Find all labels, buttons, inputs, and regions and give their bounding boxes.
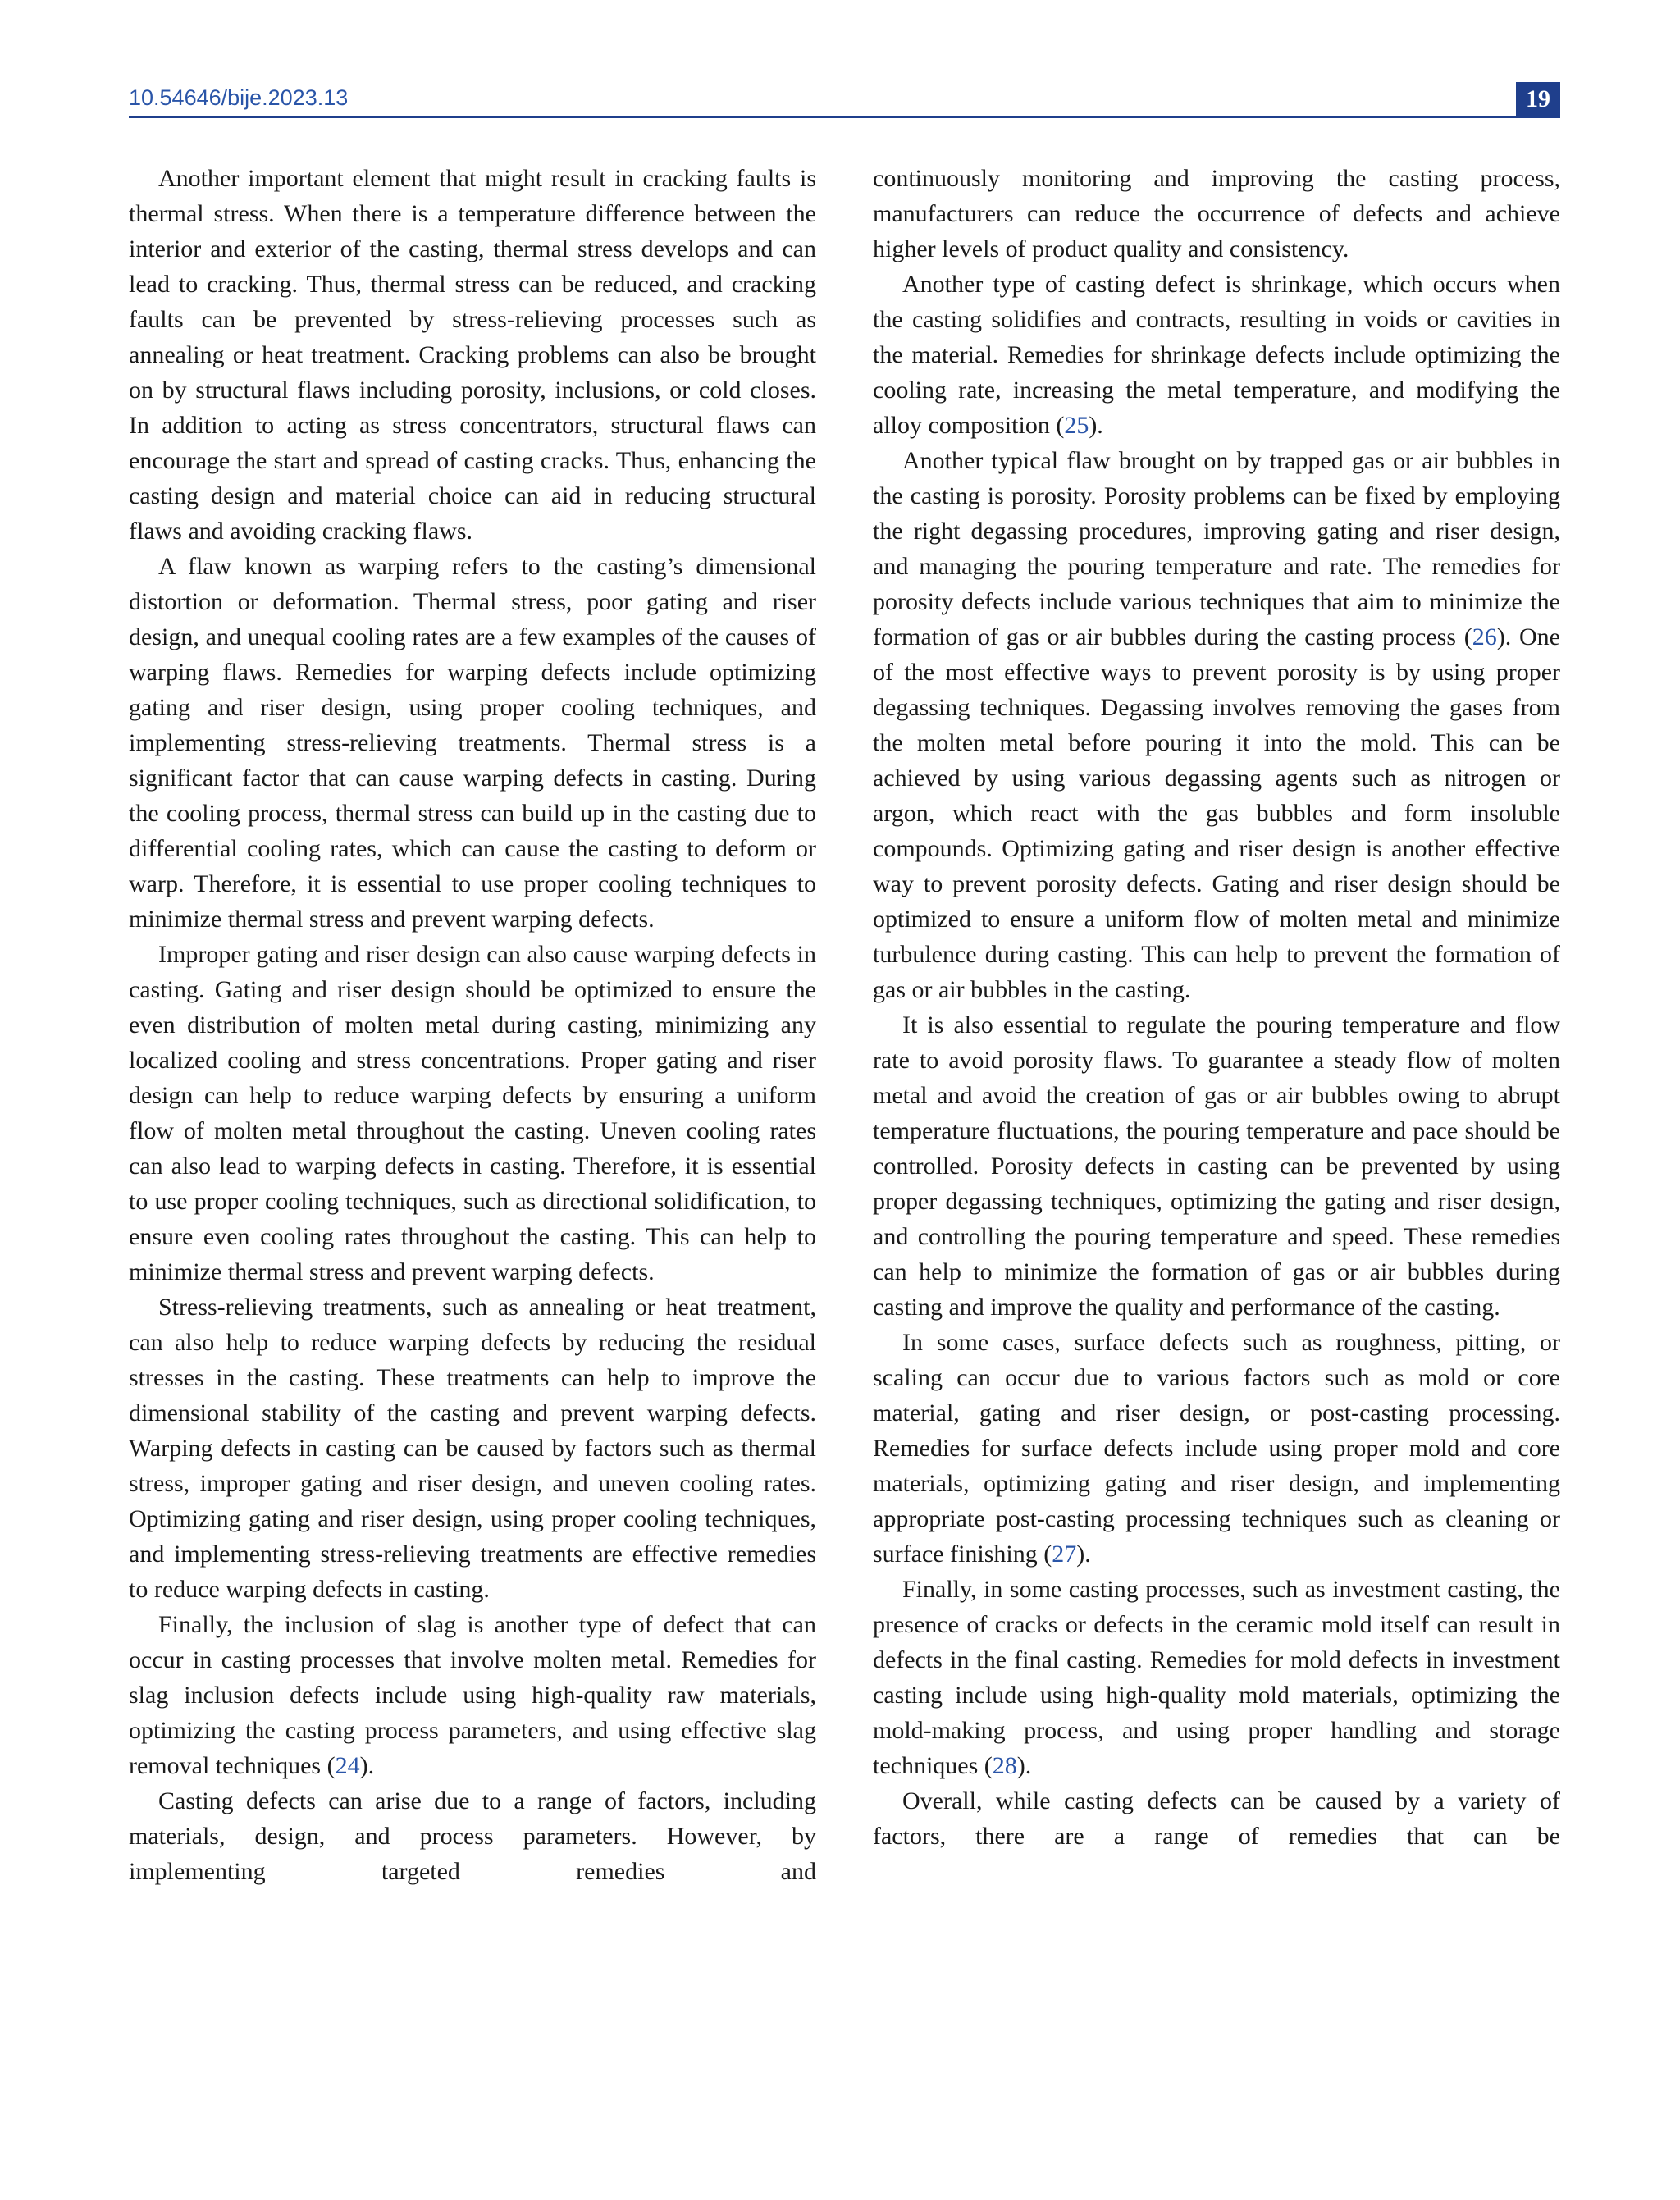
- citation-link[interactable]: 27: [1052, 1540, 1077, 1568]
- citation-link[interactable]: 25: [1064, 412, 1089, 439]
- paragraph: [873, 1572, 1560, 1783]
- paragraph: A flaw known as warping refers to the casting’s dimensional distortion or deformation. Thermal stress, poor gating and riser design, and unequal cooling rates are a few examples of the causes of warping flaws. Remedies for warping defects include optimizing gating and riser design, using proper cooling techniques, and implementing stress-relieving treatments. Thermal stress is a significant factor that can cause warping defects in casting. During the cooling process, thermal stress can build up in the casting due to differential cooling rates, which can cause the casting to deform or warp. Therefore, it is essential to use proper cooling techniques to minimize thermal stress and prevent warping defects.: [129, 553, 816, 933]
- paragraph: Overall, while casting defects can be caused by a variety of factors, there are a range of remedies that can be: [873, 1787, 1560, 1850]
- paragraph: Improper gating and riser design can also cause warping defects in casting. Gating and riser design should be optimized to ensure the even distribution of molten metal during casting, minimizing any localized cooling and stress concentrations. Proper gating and riser design can help to reduce warping defects by ensuring a uniform flow of molten metal throughout the casting. Uneven cooling rates can also lead to warping defects in casting. Therefore, it is essential to use proper cooling techniques, such as directional solidification, to ensure even cooling rates throughout the casting. This can help to minimize thermal stress and prevent warping defects.: [129, 941, 816, 1285]
- paragraph-text: Another typical flaw brought on by trapped gas or air bubbles in the casting is porosity. Porosity problems can be fixed by employing the right degassing procedures, improving gating and riser design, and managing the pouring temperature and rate. The remedies for porosity defects include various techniques that aim to minimize the formation of gas or air bubbles during the casting process (: [873, 447, 1560, 650]
- citation-link[interactable]: 28: [992, 1752, 1017, 1779]
- paragraph: continuously monitoring and improving the casting process, manufacturers can reduce the occurrence of defects and achieve higher levels of product quality and consistency.: [873, 165, 1560, 262]
- paragraph-text: Finally, in some casting processes, such as investment casting, the presence of cracks or defects in the ceramic mold itself can result in defects in the final casting. Remedies for mold defects in investment casting include using high-quality mold materials, optimizing the mold-making process, and using proper handling and storage techniques (: [873, 1576, 1560, 1779]
- paragraph: Stress-relieving treatments, such as annealing or heat treatment, can also help to reduce warping defects by reducing the residual stresses in the casting. These treatments can help to improve the dimensional stability of the casting and prevent warping defects. Warping defects in casting can be caused by factors such as thermal stress, improper gating and riser design, and uneven cooling rates. Optimizing gating and riser design, using proper cooling techniques, and implementing stress-relieving treatments are effective remedies to reduce warping defects in casting.: [129, 1294, 816, 1603]
- paragraph-text: In some cases, surface defects such as roughness, pitting, or scaling can occur due to various factors such as mold or core material, gating and riser design, or post-casting processing. Remedies for surface defects include using proper mold and core materials, optimizing gating and riser design, and implementing appropriate post-casting processing techniques such as cleaning or surface finishing (: [873, 1329, 1560, 1568]
- paragraph-text: ).: [359, 1752, 375, 1779]
- paragraph: It is also essential to regulate the pouring temperature and flow rate to avoid porosity flaws. To guarantee a steady flow of molten metal and avoid the creation of gas or air bubbles owing to abrupt temperature fluctuations, the pouring temperature and pace should be controlled. Porosity defects in casting can be prevented by using proper degassing techniques, optimizing the gating and riser design, and controlling the pouring temperature and speed. These remedies can help to minimize the formation of gas or air bubbles during casting and improve the quality and performance of the casting.: [873, 1011, 1560, 1321]
- paragraph: [873, 1325, 1560, 1572]
- citation-link[interactable]: 26: [1472, 623, 1497, 650]
- doi-link[interactable]: 10.54646/bije.2023.13: [129, 85, 349, 110]
- left-column: [129, 161, 816, 1889]
- paragraph: [129, 1607, 816, 1783]
- paragraph: Casting defects can arise due to a range of factors, including materials, design, and process parameters. However, by implementing targeted remedies and: [129, 1787, 816, 1885]
- paragraph-text: ).: [1089, 412, 1103, 439]
- paragraph: Another important element that might result in cracking faults is thermal stress. When there is a temperature difference between the interior and exterior of the casting, thermal stress develops and can lead to cracking. Thus, thermal stress can be reduced, and cracking faults can be prevented by stress-relieving processes such as annealing or heat treatment. Cracking problems can also be brought on by structural flaws including porosity, inclusions, or cold closes. In addition to acting as stress concentrators, structural flaws can encourage the start and spread of casting cracks. Thus, enhancing the casting design and material choice can aid in reducing structural flaws and avoiding cracking flaws.: [129, 165, 816, 545]
- paragraph-text: ).: [1076, 1540, 1091, 1568]
- paragraph-text: ).: [1016, 1752, 1032, 1779]
- right-column: [873, 161, 1560, 1854]
- citation-link[interactable]: 24: [335, 1752, 360, 1779]
- paragraph: [873, 267, 1560, 443]
- paragraph-text: ). One of the most effective ways to prevent porosity is by using proper degassing techniques. Degassing involves removing the gases from the molten metal before pouring it into the mold. This can be achieved by using various degassing agents such as nitrogen or argon, which react with the gas bubbles and form insoluble compounds. Optimizing gating and riser design is another effective way to prevent porosity defects. Gating and riser design should be optimized to ensure a uniform flow of molten metal and minimize turbulence during casting. This can help to prevent the formation of gas or air bubbles in the casting.: [873, 623, 1560, 1003]
- page-number-badge: 19: [1516, 82, 1560, 116]
- paragraph-text: Another type of casting defect is shrinkage, which occurs when the casting solidifies and contracts, resulting in voids or cavities in the material. Remedies for shrinkage defects include optimizing the cooling rate, increasing the metal temperature, and modifying the alloy composition (: [873, 271, 1560, 439]
- paragraph: [873, 443, 1560, 1007]
- page-header: [129, 82, 1560, 118]
- paragraph-text: Finally, the inclusion of slag is another type of defect that can occur in casting processes that involve molten metal. Remedies for slag inclusion defects include using high-quality raw materials, optimizing the casting process parameters, and using effective slag removal techniques (: [129, 1611, 816, 1779]
